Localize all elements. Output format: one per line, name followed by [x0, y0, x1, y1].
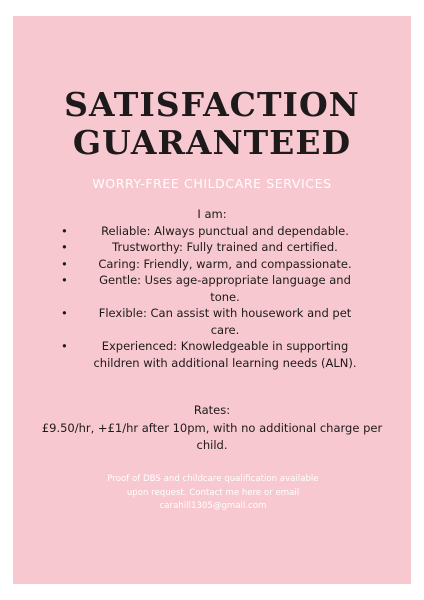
bullet-icon: • [61, 256, 68, 271]
bullet-icon: • [61, 273, 68, 287]
intro-text: I am: [197, 207, 227, 221]
rates-heading: Rates: [193, 403, 231, 417]
bullet-icon: • [61, 240, 68, 254]
list-item [61, 239, 363, 256]
list-item [61, 256, 363, 273]
list-item [61, 338, 363, 371]
title-line-2: GUARANTEED [72, 123, 352, 162]
bullet-icon: • [61, 306, 68, 320]
list-item-text: Flexible: Can assist with housework and pet care. [98, 306, 352, 337]
qualities-list [61, 223, 363, 372]
title-line-1: SATISFACTION [64, 85, 360, 124]
rates-section [31, 402, 393, 455]
list-item-text: Caring: Friendly, warm, and compassionate. [98, 256, 352, 271]
list-item [61, 272, 363, 305]
list-item-text: Reliable: Always punctual and dependable. [101, 223, 349, 238]
list-item [61, 223, 363, 240]
rates-text: £9.50/hr, +£1/hr after 10pm, with no additional charge per child. [41, 420, 383, 452]
bullet-icon: • [61, 339, 68, 353]
bullet-icon: • [61, 223, 68, 238]
subtitle: WORRY-FREE CHILDCARE SERVICES [92, 176, 332, 191]
list-item-text: Experienced: Knowledgeable in supporting children with additional learning needs (ALN). [93, 339, 357, 370]
list-item-text: Gentle: Uses age-appropriate language and tone. [99, 273, 351, 304]
list-item [61, 305, 363, 338]
footer-contact-text: Proof of DBS and childcare qualification available upon request. Contact me here or email carahill1305@gmail.com [107, 474, 319, 511]
flyer-page [13, 16, 411, 584]
list-item-text: Trustworthy: Fully trained and certified. [112, 240, 338, 254]
qualities-section [61, 206, 363, 371]
